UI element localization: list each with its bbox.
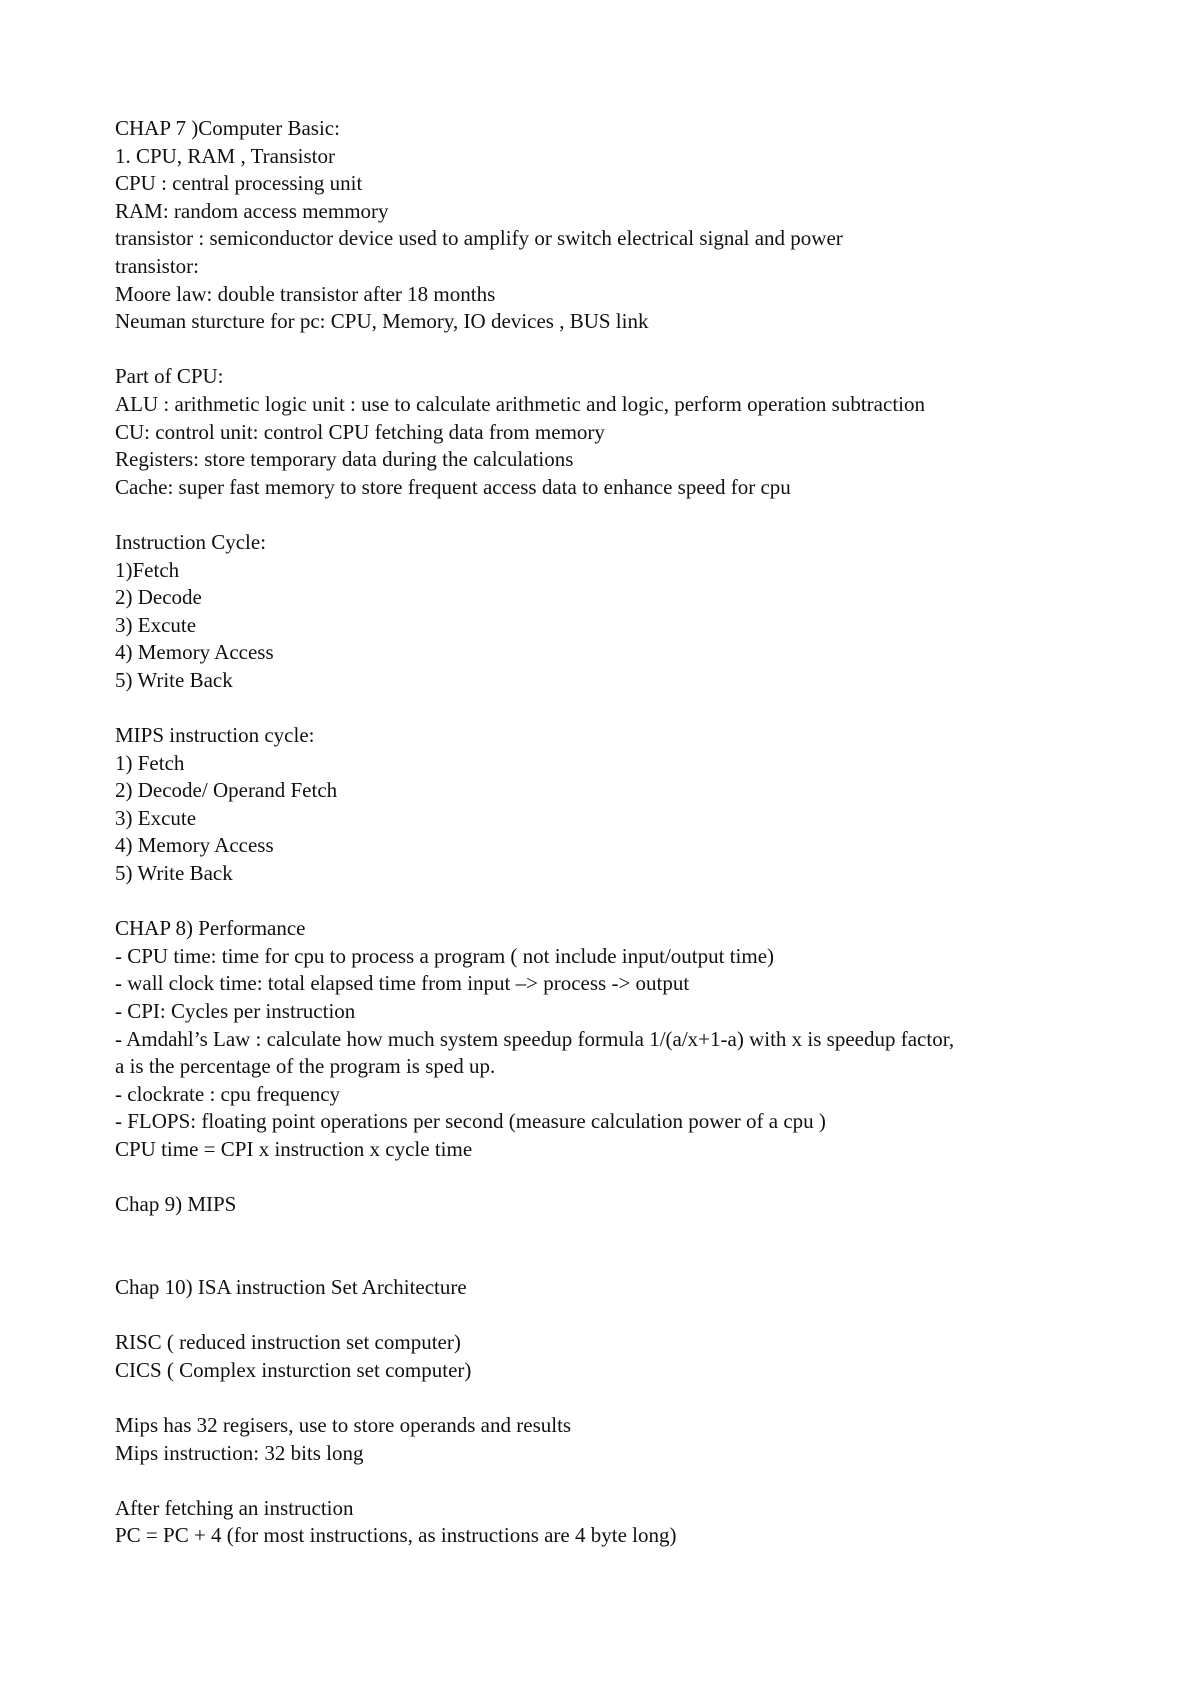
section-heading: Chap 10) ISA instruction Set Architecture	[115, 1274, 467, 1299]
text-line: 1. CPU, RAM , Transistor	[115, 143, 335, 168]
text-line: PC = PC + 4 (for most instructions, as instructions are 4 byte long)	[115, 1523, 677, 1548]
list-item: 4) Memory Access	[115, 833, 274, 858]
blank-line	[115, 501, 1125, 529]
section-heading: CHAP 8) Performance	[115, 916, 306, 941]
text-line: - CPI: Cycles per instruction	[115, 999, 356, 1023]
section-heading: Instruction Cycle:	[115, 529, 267, 554]
text-line: Neuman sturcture for pc: CPU, Memory, IO devices , BUS link	[115, 309, 649, 334]
text-line: RAM: random access memmory	[115, 198, 389, 223]
text-line: Moore law: double transistor after 18 months	[115, 281, 496, 306]
text-line: - Amdahl’s Law : calculate how much system speedup formula 1/(a/x+1-a) with x is speedup factor,	[115, 1026, 955, 1051]
text-line: Cache: super fast memory to store frequent access data to enhance speed for cpu	[115, 474, 791, 499]
document-body	[115, 115, 1125, 1550]
section-heading: Part of CPU:	[115, 364, 224, 389]
text-line: - CPU time: time for cpu to process a program ( not include input/output time)	[115, 943, 775, 968]
list-item: 2) Decode/ Operand Fetch	[115, 778, 338, 803]
section-heading: MIPS instruction cycle:	[115, 723, 315, 748]
text-line: CU: control unit: control CPU fetching data from memory	[115, 419, 605, 444]
text-line: - wall clock time: total elapsed time from input –> process -> output	[115, 971, 690, 996]
text-line: - FLOPS: floating point operations per second (measure calculation power of a cpu )	[115, 1109, 826, 1134]
text-line: RISC ( reduced instruction set computer)	[115, 1330, 461, 1355]
list-item: 3) Excute	[115, 612, 197, 637]
text-line: a is the percentage of the program is sped up.	[115, 1054, 496, 1079]
section-instruction-cycle	[115, 529, 1125, 695]
text-line: transistor : semiconductor device used to amplify or switch electrical signal and power	[115, 226, 843, 251]
text-line: CPU time = CPI x instruction x cycle time	[115, 1136, 473, 1161]
text-line: CPU : central processing unit	[115, 171, 363, 196]
blank-line	[115, 336, 1125, 364]
text-line: - clockrate : cpu frequency	[115, 1081, 341, 1106]
text-line: After fetching an instruction	[115, 1495, 354, 1520]
blank-line	[115, 1302, 1125, 1330]
list-item: 5) Write Back	[115, 861, 233, 886]
text-line: Mips instruction: 32 bits long	[115, 1440, 364, 1465]
list-item: 2) Decode	[115, 585, 202, 610]
section-mips-cycle	[115, 722, 1125, 888]
list-item: 1) Fetch	[115, 750, 185, 775]
blank-line	[115, 1384, 1125, 1412]
text-line: ALU : arithmetic logic unit : use to calculate arithmetic and logic, perform operation subtraction	[115, 391, 925, 416]
section-heading: Chap 9) MIPS	[115, 1192, 237, 1217]
text-line: transistor:	[115, 253, 199, 278]
list-item: 4) Memory Access	[115, 640, 274, 665]
blank-line	[115, 1164, 1125, 1192]
section-chap8	[115, 915, 1125, 1163]
list-item: 3) Excute	[115, 805, 197, 830]
section-cpu-parts	[115, 363, 1125, 501]
text-line: Registers: store temporary data during the calculations	[115, 447, 574, 472]
list-item: 5) Write Back	[115, 667, 233, 692]
section-heading: CHAP 7 )Computer Basic:	[115, 116, 340, 140]
section-chap9	[115, 1191, 1125, 1219]
blank-line	[115, 694, 1125, 722]
text-line: CICS ( Complex insturction set computer)	[115, 1357, 472, 1382]
text-line: Mips has 32 regisers, use to store operands and results	[115, 1412, 572, 1437]
blank-line	[115, 1467, 1125, 1495]
section-chap7	[115, 115, 1125, 336]
list-item: 1)Fetch	[115, 557, 180, 582]
blank-line	[115, 1219, 1125, 1274]
section-chap10	[115, 1274, 1125, 1550]
blank-line	[115, 888, 1125, 916]
